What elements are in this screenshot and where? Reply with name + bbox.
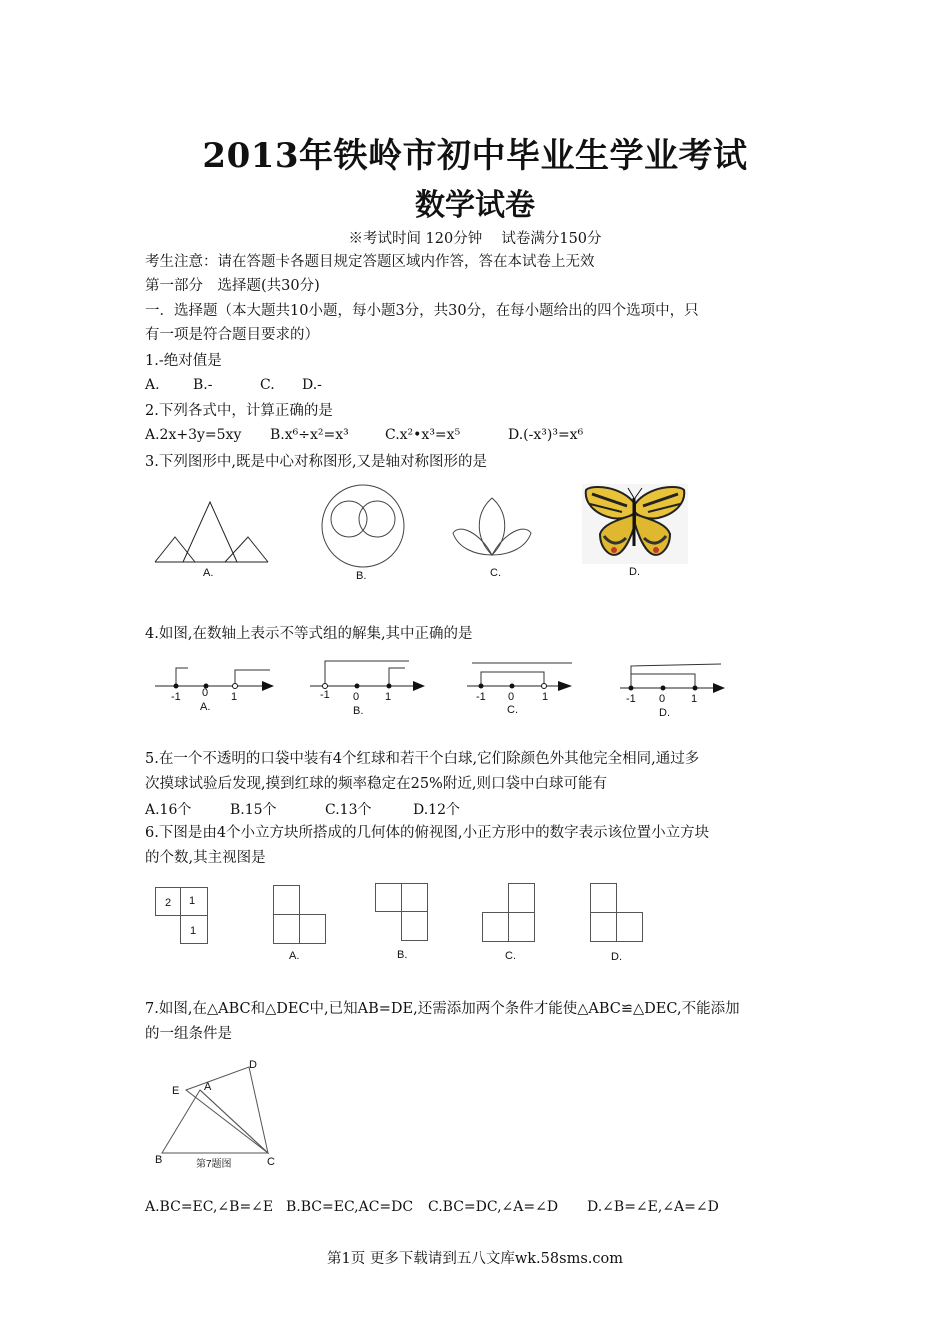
q4-stem: 4.如图,在数轴上表示不等式组的解集,其中正确的是 <box>145 626 473 642</box>
q6-option-b-figure <box>375 883 431 943</box>
q6-option-a-figure <box>273 885 333 947</box>
q2-option-b: B.x⁶÷x²=x³ <box>270 427 349 443</box>
q6-label-a: A. <box>289 950 300 962</box>
tick-1: 1 <box>691 693 698 705</box>
q3-figure-a <box>150 495 275 570</box>
q3-stem: 3.下列图形中,既是中心对称图形,又是轴对称图形的是 <box>145 454 488 470</box>
q2-option-a: A.2x+3y=5xy <box>145 427 242 443</box>
q5-stem-line2: 次摸球试验后发现,摸到红球的频率稳定在25%附近,则口袋中白球可能有 <box>145 776 607 792</box>
q5-option-a: A.16个 <box>145 802 192 818</box>
q5-option-b: B.15个 <box>230 802 277 818</box>
q4-number-line-a <box>150 660 280 715</box>
q4-label-a: A. <box>200 701 211 713</box>
q7-option-d: D.∠B=∠E,∠A=∠D <box>587 1199 719 1215</box>
tick-neg1: -1 <box>320 689 330 701</box>
q4-label-c: C. <box>507 704 518 716</box>
grid-number: 2 <box>165 897 172 909</box>
grid-number: 1 <box>190 925 197 937</box>
q4-number-line-d <box>615 658 745 720</box>
q4-number-line-b <box>305 658 435 718</box>
tick-neg1: -1 <box>626 693 636 705</box>
exam-info: ※考试时间 120分钟 试卷满分150分 <box>348 231 602 247</box>
q7-figure-caption: 第7题图 <box>196 1159 232 1170</box>
q1-option-b: B.- <box>193 377 213 393</box>
point-e: E <box>172 1085 180 1097</box>
tick-1: 1 <box>385 691 392 703</box>
tick-0: 0 <box>202 687 209 699</box>
q7-option-b: B.BC=EC,AC=DC <box>286 1199 414 1215</box>
section-intro-line2: 有一项是符合题目要求的） <box>145 327 319 343</box>
tick-1: 1 <box>231 691 238 703</box>
q6-stem-line1: 6.下图是由4个小立方块所搭成的几何体的俯视图,小正方形中的数字表示该位置小立方块 <box>145 825 710 841</box>
q5-option-c: C.13个 <box>325 802 372 818</box>
point-c: C <box>267 1156 275 1168</box>
q6-option-d-figure <box>590 883 650 945</box>
tick-0: 0 <box>353 691 360 703</box>
q3-butterfly-image <box>582 484 688 564</box>
q1-option-d: D.- <box>302 377 322 393</box>
q3-figure-b <box>320 483 410 573</box>
section-intro-line1: 一．选择题（本大题共10小题，每小题3分，共30分，在每小题给出的四个选项中，只 <box>145 303 699 319</box>
q2-option-c: C.x²•x³=x⁵ <box>385 427 461 443</box>
q2-stem: 2.下列各式中，计算正确的是 <box>145 403 333 419</box>
q6-label-b: B. <box>397 949 408 961</box>
q3-label-c: C. <box>490 567 501 579</box>
q7-stem-line1: 7.如图,在△ABC和△DEC中,已知AB=DE,还需添加两个条件才能使△ABC≌△DEC,不能添加 <box>145 1001 740 1017</box>
q2-option-d: D.(-x³)³=x⁶ <box>508 427 584 443</box>
q7-option-a: A.BC=EC,∠B=∠E <box>145 1199 274 1215</box>
tick-0: 0 <box>508 691 515 703</box>
tick-neg1: -1 <box>476 691 486 703</box>
tick-1: 1 <box>542 691 549 703</box>
notice: 考生注意：请在答题卡各题目规定答题区域内作答，答在本试卷上无效 <box>145 254 595 270</box>
q7-option-c: C.BC=DC,∠A=∠D <box>428 1199 559 1215</box>
point-b: B <box>155 1154 163 1166</box>
page-footer: 第1页 更多下载请到五八文库wk.58sms.com <box>327 1251 623 1267</box>
part-one-heading: 第一部分 选择题(共30分) <box>145 278 320 294</box>
tick-0: 0 <box>659 693 666 705</box>
q6-label-c: C. <box>505 950 516 962</box>
q4-label-d: D. <box>659 707 670 719</box>
q5-stem-line1: 5.在一个不透明的口袋中装有4个红球和若干个白球,它们除颜色外其他完全相同,通过多 <box>145 751 700 767</box>
q1-stem: 1.-绝对值是 <box>145 353 222 369</box>
q1-option-a: A. <box>145 377 160 393</box>
q3-label-d: D. <box>629 566 640 578</box>
q1-option-c: C. <box>260 377 275 393</box>
q6-top-view-grid <box>155 887 215 947</box>
q6-label-d: D. <box>611 951 622 963</box>
q3-figure-c <box>450 493 540 563</box>
q3-label-a: A. <box>203 567 214 579</box>
q4-number-line-c <box>462 658 592 718</box>
exam-title: 2013年铁岭市初中毕业生学业考试 <box>202 136 748 176</box>
q6-stem-line2: 的个数,其主视图是 <box>145 850 266 866</box>
exam-subtitle: 数学试卷 <box>415 188 535 223</box>
tick-neg1: -1 <box>171 691 181 703</box>
point-d: D <box>249 1059 257 1071</box>
point-a: A <box>204 1081 212 1093</box>
q5-option-d: D.12个 <box>413 802 460 818</box>
q6-option-c-figure <box>482 883 542 945</box>
q4-label-b: B. <box>353 705 364 717</box>
q3-label-b: B. <box>356 570 367 582</box>
q7-stem-line2: 的一组条件是 <box>145 1026 232 1042</box>
grid-number: 1 <box>189 895 196 907</box>
q7-figure <box>150 1053 300 1178</box>
